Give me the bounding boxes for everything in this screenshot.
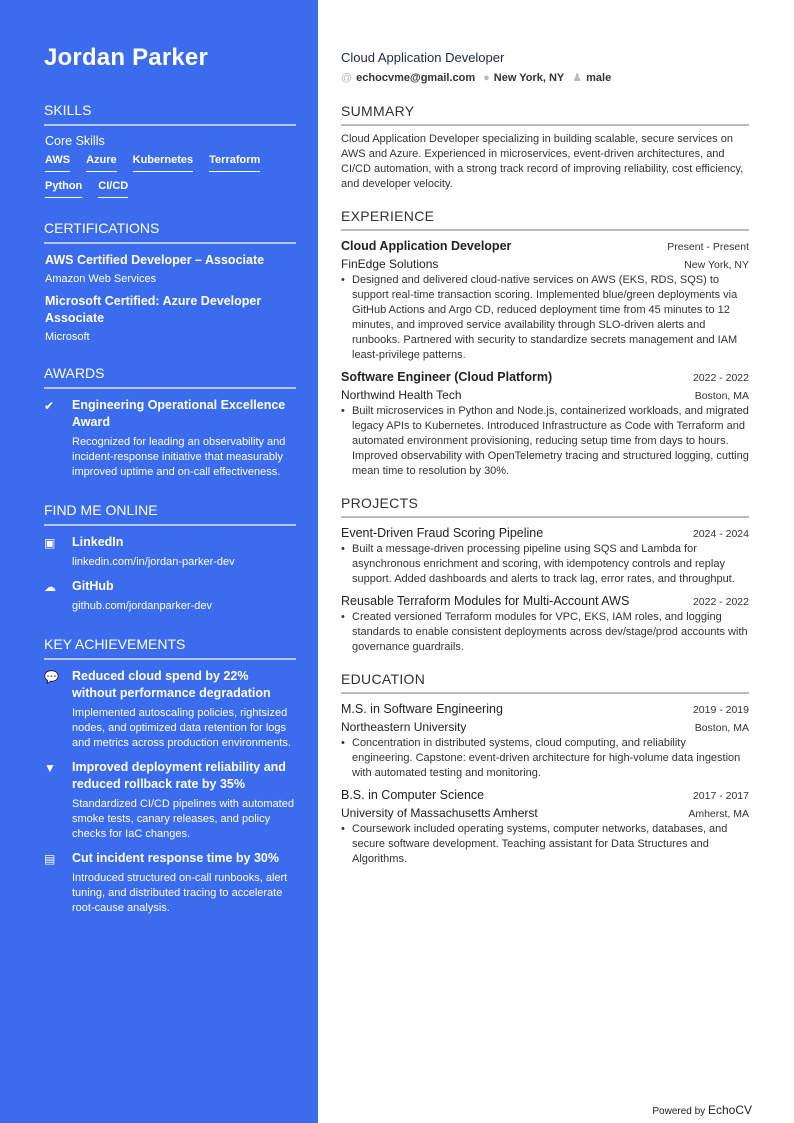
project-item bbox=[341, 524, 749, 587]
company: FinEdge Solutions bbox=[341, 257, 439, 271]
job-title: Cloud Application Developer bbox=[341, 50, 505, 65]
awards-item bbox=[44, 397, 296, 480]
email-icon: @ bbox=[341, 72, 353, 84]
skills-section bbox=[44, 102, 296, 198]
report-icon: ▤ bbox=[44, 852, 56, 866]
bullet-item: • Designed and delivered cloud-native services on AWS (EKS, RDS, SQS) to support real-time transaction scoring. Implemented blue/green deployments via GitHub Actions and Argo CD, reduced deployment time from 45 minutes to 12 minutes, and improved service availability through SLO-driven alerts and runbooks. Partnered with security to standardize secrets management and IAM least-privilege patterns. bbox=[341, 273, 749, 363]
awards-desc: Recognized for leading an observability and incident-response initiative that measurably improved uptime and on-call effectiveness. bbox=[72, 436, 286, 478]
achievements-desc: Standardized CI/CD pipelines with automated smoke tests, canary releases, and policy checks for IaC changes. bbox=[72, 798, 294, 840]
bullet-list bbox=[341, 404, 749, 479]
awards-section bbox=[44, 365, 296, 480]
achievements-section bbox=[44, 636, 296, 916]
candidate-name: Jordan Parker bbox=[44, 44, 209, 71]
sidebar bbox=[0, 0, 318, 1123]
bullet-item: • Created versioned Terraform modules for VPC, EKS, IAM roles, and logging standards to enable consistent deployments across dev/stage/prod accounts with governance guardrails. bbox=[341, 610, 749, 655]
chat-icon: 💬 bbox=[44, 670, 59, 684]
section-heading: CERTIFICATIONS bbox=[44, 220, 296, 244]
main-content bbox=[341, 50, 749, 884]
bullet-item: • Built microservices in Python and Node.js, containerized workloads, and migrated legacy APIs to Kubernetes. Introduced Infrastructure as Code with Terraform and automated environment provisioning, reducing setup time from days to hours. Improved observability with OpenTelemetry tracing and structured logging, cutting mean time to resolution by 30%. bbox=[341, 404, 749, 479]
achievements-item bbox=[44, 759, 296, 842]
skill-tags bbox=[45, 154, 285, 198]
role: Cloud Application Developer bbox=[341, 239, 512, 253]
school: University of Massachusetts Amherst bbox=[341, 806, 538, 820]
skill-tag: Kubernetes bbox=[133, 154, 194, 172]
project-item bbox=[341, 592, 749, 655]
online-desc[interactable]: github.com/jordanparker-dev bbox=[72, 600, 213, 612]
bullet-list bbox=[341, 542, 749, 587]
person-icon: ♟ bbox=[572, 72, 583, 84]
summary-text: Cloud Application Developer specializing in building scalable, secure services on AWS and Azure. Experienced in microservices, event-driven architectures, and CI/CD automation, with a strong track record of improving reliability, cost efficiency, and developer velocity. bbox=[341, 133, 744, 190]
brand[interactable]: EchoCV bbox=[707, 1103, 752, 1117]
project-name: Reusable Terraform Modules for Multi-Account AWS bbox=[341, 594, 630, 608]
school: Northeastern University bbox=[341, 720, 467, 734]
dates: 2022 - 2022 bbox=[692, 596, 749, 608]
certifications-section bbox=[44, 220, 296, 343]
skill-tag: Azure bbox=[86, 154, 117, 172]
section-heading: EDUCATION bbox=[341, 672, 749, 694]
skill-tag: Terraform bbox=[209, 154, 260, 172]
education-item bbox=[341, 786, 749, 867]
online-title: LinkedIn bbox=[72, 535, 124, 549]
dates: 2019 - 2019 bbox=[692, 704, 749, 716]
certification-issuer: Amazon Web Services bbox=[45, 273, 157, 285]
email[interactable]: echocvme@gmail.com bbox=[356, 72, 476, 84]
certification-name: AWS Certified Developer – Associate bbox=[45, 253, 265, 267]
project-name: Event-Driven Fraud Scoring Pipeline bbox=[341, 526, 544, 540]
dates: Present - Present bbox=[667, 241, 749, 253]
degree: M.S. in Software Engineering bbox=[341, 702, 503, 716]
role: Software Engineer (Cloud Platform) bbox=[341, 370, 553, 384]
certification-item bbox=[44, 293, 296, 343]
bullet-list bbox=[341, 610, 749, 655]
achievements-title: Improved deployment reliability and reduced rollback rate by 35% bbox=[72, 760, 286, 791]
gender: male bbox=[586, 72, 612, 84]
experience-item bbox=[341, 368, 749, 479]
achievements-desc: Introduced structured on-call runbooks, alert tuning, and distributed tracing to accelerate root-cause analysis. bbox=[72, 872, 288, 914]
skill-tag: Python bbox=[45, 180, 82, 198]
projects-section bbox=[341, 496, 749, 655]
section-heading: KEY ACHIEVEMENTS bbox=[44, 636, 296, 660]
powered-by: Powered by bbox=[652, 1106, 706, 1117]
online-section bbox=[44, 502, 296, 614]
achievements-title: Reduced cloud spend by 22% without performance degradation bbox=[72, 669, 271, 700]
bullet-item: • Coursework included operating systems, computer networks, databases, and secure software development. Teaching assistant for Data Structures and Algorithms. bbox=[341, 822, 749, 867]
achievements-desc: Implemented autoscaling policies, rightsized nodes, and optimized data retention for logs and metrics across production environments. bbox=[72, 707, 291, 749]
dates: 2017 - 2017 bbox=[692, 790, 749, 802]
location: New York, NY bbox=[493, 72, 565, 84]
bullet-item: • Concentration in distributed systems, cloud computing, and reliability engineering. Capstone: event-driven architecture for high-volume data ingestion with automated testing and monitoring. bbox=[341, 736, 749, 781]
skill-tag: CI/CD bbox=[98, 180, 128, 198]
location: Boston, MA bbox=[694, 390, 749, 402]
online-desc[interactable]: linkedin.com/in/jordan-parker-dev bbox=[72, 556, 235, 568]
experience-item bbox=[341, 237, 749, 363]
education-section bbox=[341, 672, 749, 867]
online-item bbox=[44, 578, 296, 614]
location: Boston, MA bbox=[694, 722, 749, 734]
dates: 2024 - 2024 bbox=[692, 528, 749, 540]
check-circle-icon: ✔ bbox=[44, 399, 55, 413]
location-pin-icon: ● bbox=[483, 72, 490, 84]
section-heading: SKILLS bbox=[44, 102, 296, 126]
dates: 2022 - 2022 bbox=[692, 372, 749, 384]
degree: B.S. in Computer Science bbox=[341, 788, 485, 802]
skill-tag: AWS bbox=[45, 154, 70, 172]
location: Amherst, MA bbox=[688, 808, 749, 820]
contact-info bbox=[341, 71, 749, 86]
section-heading: SUMMARY bbox=[341, 104, 749, 126]
achievements-title: Cut incident response time by 30% bbox=[72, 851, 279, 865]
experience-section bbox=[341, 209, 749, 479]
cloud-icon: ☁ bbox=[44, 580, 56, 594]
achievements-item bbox=[44, 668, 296, 751]
certification-issuer: Microsoft bbox=[45, 331, 90, 343]
skill-group-label: Core Skills bbox=[45, 134, 105, 148]
company: Northwind Health Tech bbox=[341, 388, 462, 402]
online-item bbox=[44, 534, 296, 570]
comment-icon: ▼ bbox=[44, 761, 56, 775]
section-heading: EXPERIENCE bbox=[341, 209, 749, 231]
education-item bbox=[341, 700, 749, 781]
awards-title: Engineering Operational Excellence Award bbox=[72, 398, 286, 429]
section-heading: AWARDS bbox=[44, 365, 296, 389]
bullet-list bbox=[341, 736, 749, 781]
bullet-list bbox=[341, 273, 749, 363]
linkedin-icon: ▣ bbox=[44, 536, 56, 550]
certification-item bbox=[44, 252, 296, 285]
section-heading: PROJECTS bbox=[341, 496, 749, 518]
bullet-item: • Built a message-driven processing pipeline using SQS and Lambda for asynchronous enrichment and scoring, with idempotency controls and replay support. Added dashboards and alerts to track lag, error rates, and throughput. bbox=[341, 542, 749, 587]
section-heading: FIND ME ONLINE bbox=[44, 502, 296, 526]
bullet-list bbox=[341, 822, 749, 867]
footer bbox=[652, 1103, 752, 1117]
certification-name: Microsoft Certified: Azure Developer Associate bbox=[45, 294, 262, 325]
achievements-item bbox=[44, 850, 296, 916]
online-title: GitHub bbox=[72, 579, 114, 593]
summary-section bbox=[341, 104, 749, 192]
location: New York, NY bbox=[684, 259, 749, 271]
